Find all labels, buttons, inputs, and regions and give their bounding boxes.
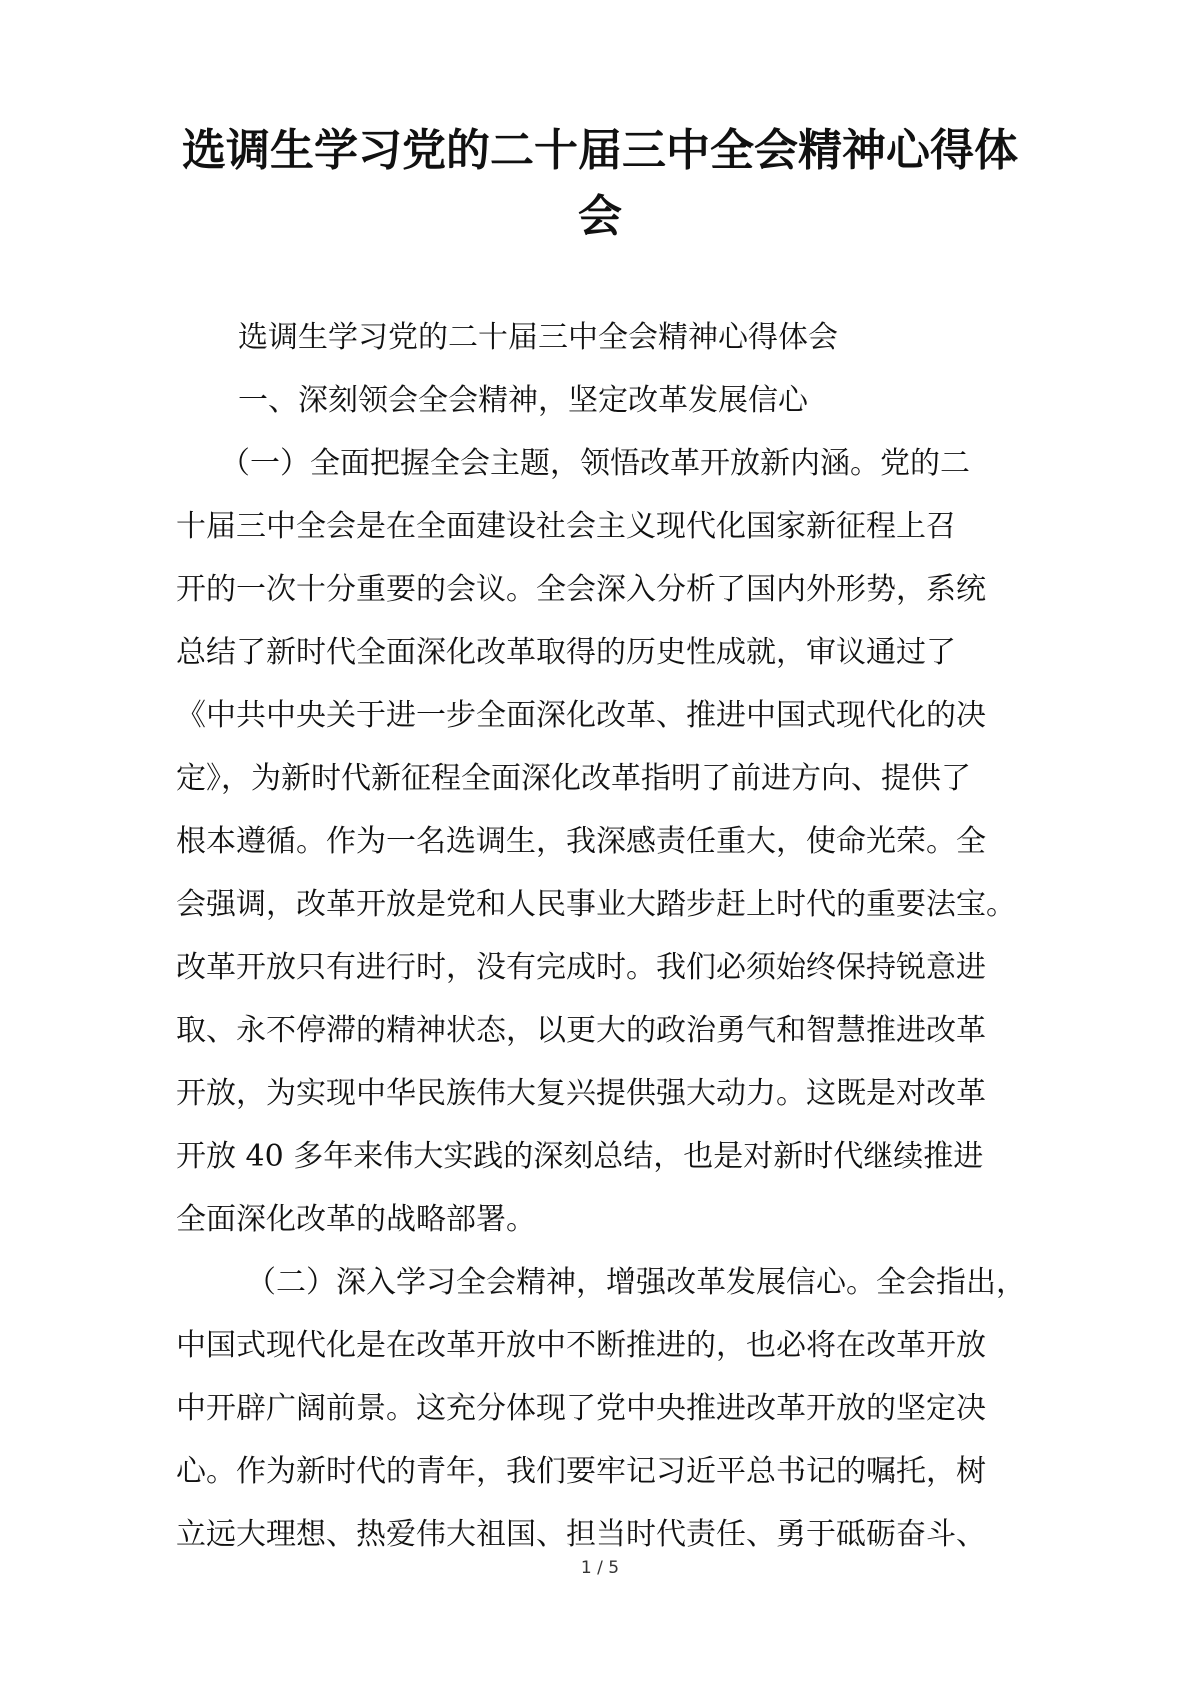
paragraph-line: 定》，为新时代新征程全面深化改革指明了前进方向、提供了: [176, 761, 971, 796]
paragraph-line: 改革开放只有进行时，没有完成时。我们必须始终保持锐意进: [176, 950, 986, 985]
paragraph-line: （二）深入学习全会精神，增强改革发展信心。全会指出，: [246, 1265, 1026, 1300]
paragraph-line: 中开辟广阔前景。这充分体现了党中央推进改革开放的坚定决: [176, 1391, 986, 1426]
paragraph-line: 开放 40 多年来伟大实践的深刻总结，也是对新时代继续推进: [176, 1139, 984, 1174]
document-title: [170, 118, 1030, 250]
paragraph-line: 取、永不停滞的精神状态，以更大的政治勇气和智慧推进改革: [176, 1013, 986, 1048]
paragraph-line: 心。作为新时代的青年，我们要牢记习近平总书记的嘱托，树: [176, 1454, 986, 1489]
paragraph-line: 立远大理想、热爱伟大祖国、担当时代责任、勇于砥砺奋斗、: [176, 1517, 986, 1552]
document-subtitle: 选调生学习党的二十届三中全会精神心得体会: [238, 320, 838, 355]
paragraph-line: （一）全面把握全会主题，领悟改革开放新内涵。党的二: [220, 446, 970, 481]
paragraph-line: 十届三中全会是在全面建设社会主义现代化国家新征程上召: [176, 509, 956, 544]
paragraph-line: 中国式现代化是在改革开放中不断推进的，也必将在改革开放: [176, 1328, 986, 1363]
section-heading: 一、深刻领会全会精神，坚定改革发展信心: [238, 383, 808, 418]
document-body: [176, 306, 1036, 1566]
paragraph-line: 全面深化改革的战略部署。: [176, 1202, 536, 1237]
paragraph-line: 根本遵循。作为一名选调生，我深感责任重大，使命光荣。全: [176, 824, 986, 859]
paragraph-line: 会强调，改革开放是党和人民事业大踏步赶上时代的重要法宝。: [176, 887, 1016, 922]
page-number: 1 / 5: [580, 1558, 620, 1578]
title-line-1: 选调生学习党的二十届三中全会精神心得体: [182, 125, 1018, 176]
paragraph-line: 开的一次十分重要的会议。全会深入分析了国内外形势，系统: [176, 572, 986, 607]
paragraph-line: 《中共中央关于进一步全面深化改革、推进中国式现代化的决: [176, 698, 986, 733]
paragraph-line: 总结了新时代全面深化改革取得的历史性成就，审议通过了: [176, 635, 956, 670]
paragraph-line: 开放，为实现中华民族伟大复兴提供强大动力。这既是对改革: [176, 1076, 986, 1111]
title-line-2: 会: [578, 191, 622, 242]
